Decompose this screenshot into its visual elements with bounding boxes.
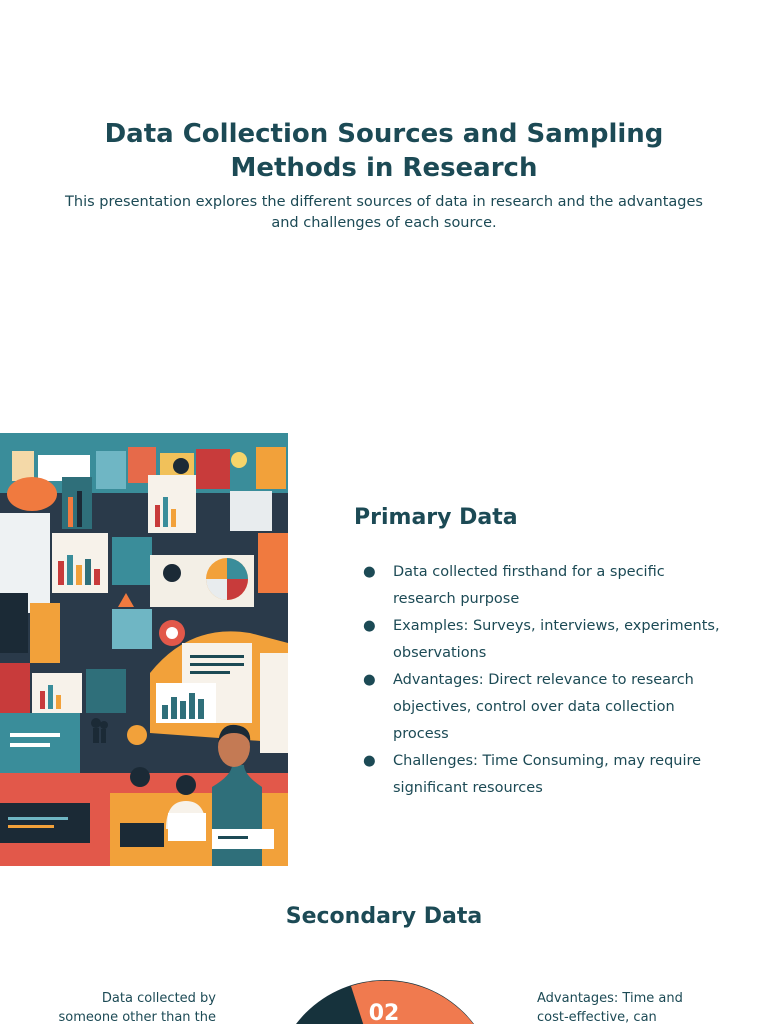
list-item [363,748,723,802]
bullet-icon: ● [363,564,376,580]
data-collage-illustration [0,433,288,866]
list-item [363,559,723,613]
step-number: 02 [368,1001,400,1026]
secondary-definition-text [40,989,216,1027]
list-item-line-1: Examples: Surveys, interviews, experiments, [393,618,720,634]
list-item [363,667,723,748]
list-item-line-2: objectives, control over data collection [393,699,675,715]
secondary-advantages-line-1: Advantages: Time and [537,991,683,1006]
page-title-line-1: Data Collection Sources and Sampling [104,119,664,149]
primary-data-heading: Primary Data [354,505,518,530]
page-subtitle-line-1: This presentation explores the different sources of data in research and the advantages [65,194,703,210]
secondary-advantages-line-2: cost-effective, can [537,1010,657,1025]
list-item-line-2: research purpose [393,591,520,607]
page-title-line-2: Methods in Research [230,153,538,183]
list-item-line-2: observations [393,645,487,661]
secondary-data-heading: Secondary Data [285,904,483,929]
bullet-icon: ● [363,618,376,634]
page-subtitle [60,192,708,234]
list-item [363,613,723,667]
primary-data-list [363,559,723,802]
list-item-line-3: process [393,726,449,742]
bullet-icon: ● [363,753,376,769]
list-item-line-1: Challenges: Time Consuming, may require [393,753,702,769]
bullet-icon: ● [363,672,376,688]
secondary-advantages-text [537,989,717,1027]
list-item-line-1: Data collected firsthand for a specific [393,564,665,580]
list-item-line-1: Advantages: Direct relevance to research [393,672,694,688]
secondary-definition-line-1: Data collected by [101,991,216,1006]
collage-artwork [0,433,288,866]
page-title [84,117,684,185]
list-item-line-2: significant resources [393,780,543,796]
page-subtitle-line-2: and challenges of each source. [271,215,497,231]
secondary-definition-line-2: someone other than the [58,1010,216,1025]
